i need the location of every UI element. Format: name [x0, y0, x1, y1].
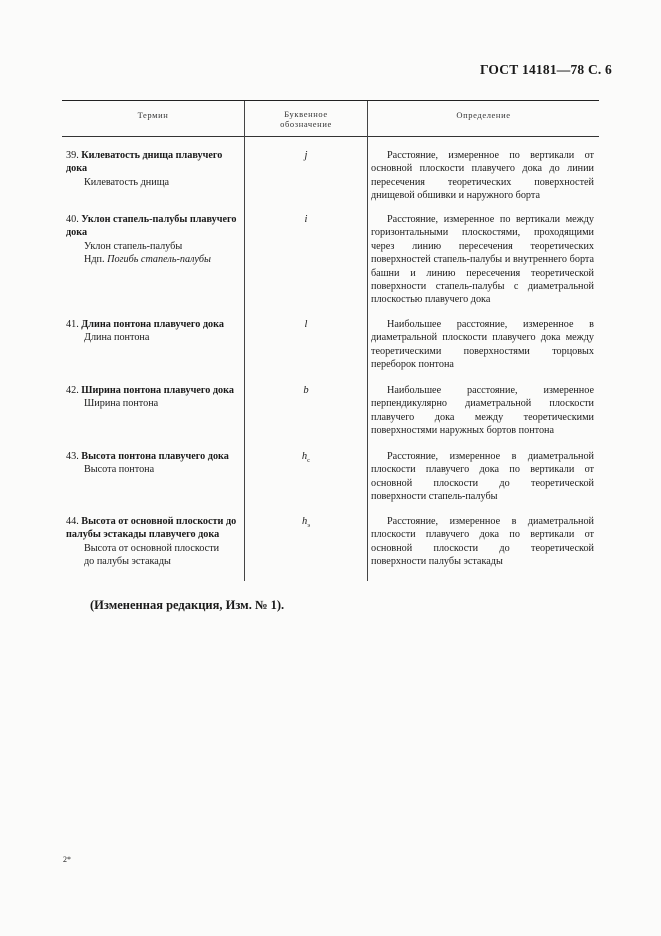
definition-cell: Расстояние, измеренное в диаметральной плоскости плавучего дока по вертикали от основной плоскости до теоретической поверхности стапель-палубы — [371, 451, 594, 503]
table-header-rule — [62, 136, 599, 137]
term-cell — [66, 384, 242, 411]
page-header: ГОСТ 14181—78 С. 6 — [479, 62, 612, 77]
term-cell — [66, 450, 242, 477]
term-main: Длина понтона плавучего дока — [81, 319, 224, 330]
symbol-cell — [245, 213, 367, 226]
definition-cell: Расстояние, измеренное по вертикали между горизонтальными плоскостями, проходящими через линию пересечения теоретических поверхностей стапель-палубы и внутреннего борта башни и линию пересечения теоретической поверхности стапель-палубы с диаметральной плоскостью плавучего дока — [371, 214, 594, 306]
symbol-letter: h — [301, 516, 308, 527]
definition-cell: Наибольшее расстояние, измеренное в диаметральной плоскости плавучего дока между теоретическими поверхностями торцовых переборок понтона — [371, 319, 594, 371]
term-number: 40. — [66, 214, 79, 225]
term-cell — [66, 213, 242, 267]
definition-cell: Наибольшее расстояние, измеренное перпендикулярно диаметральной плоскости плавучего дока между теоретическими поверхностями наружных бортов понтона — [371, 385, 594, 437]
symbol-cell — [245, 450, 367, 468]
definition-cell: Расстояние, измеренное по вертикали от основной плоскости плавучего дока до линии пересечения теоретических поверхностей днищевой обшивки и наружного борта — [371, 150, 594, 202]
term-not-allowed — [66, 253, 242, 266]
column-divider-1 — [244, 101, 245, 581]
term-synonym: Высота от основной плоскости — [84, 542, 220, 554]
term-number: 39. — [66, 150, 79, 161]
symbol-letter: j — [304, 150, 308, 161]
terms-table — [62, 100, 599, 581]
term-main: Высота понтона плавучего дока — [81, 451, 229, 462]
term-synonym: Ширина понтона — [84, 398, 159, 410]
term-cell — [66, 515, 242, 569]
column-header-symbol-line2: обозначение — [280, 119, 332, 129]
not-allowed-term: Погибь стапель-палубы — [107, 254, 211, 266]
term-synonym: Длина понтона — [84, 332, 150, 344]
symbol-cell — [245, 515, 367, 533]
term-main: Килеватость днища плавучего дока — [66, 150, 223, 175]
term-number: 41. — [66, 319, 79, 330]
symbol-cell — [245, 149, 367, 162]
term-number: 44. — [66, 516, 79, 527]
symbol-letter: l — [304, 319, 308, 330]
symbol-letter: b — [303, 385, 309, 396]
definition-cell: Расстояние, измеренное в диаметральной плоскости плавучего дока по вертикали от основной плоскости до теоретической поверхности палубы эстакады — [371, 516, 594, 568]
symbol-letter: i — [304, 214, 308, 225]
term-synonym: Уклон стапель-палубы — [84, 240, 183, 252]
column-header-symbol-line1: Буквенное — [284, 109, 328, 119]
table-top-rule — [62, 100, 599, 101]
symbol-subscript: c — [307, 457, 311, 465]
term-number: 42. — [66, 385, 79, 396]
term-main: Высота от основной плоскости до палубы эстакады плавучего дока — [66, 516, 237, 541]
term-synonym: Килеватость днища — [84, 176, 170, 188]
amendment-note: (Измененная редакция, Изм. № 1). — [90, 598, 285, 612]
column-header-definition: Определение — [456, 110, 511, 120]
column-divider-2 — [367, 101, 368, 581]
term-cell — [66, 149, 242, 189]
column-header-symbol — [245, 109, 367, 129]
term-main: Уклон стапель-палубы плавучего дока — [66, 214, 237, 239]
symbol-cell — [245, 318, 367, 331]
symbol-letter: h — [301, 451, 308, 462]
term-cell — [66, 318, 242, 345]
term-synonym: до палубы эстакады — [84, 556, 171, 568]
symbol-subscript: э — [307, 522, 311, 530]
term-synonym: Высота понтона — [84, 464, 155, 476]
not-allowed-prefix: Ндп. — [84, 254, 105, 266]
symbol-cell — [245, 384, 367, 397]
term-number: 43. — [66, 451, 79, 462]
term-main: Ширина понтона плавучего дока — [81, 385, 234, 396]
footer-mark: 2* — [63, 855, 71, 864]
column-header-term: Термин — [137, 110, 169, 120]
